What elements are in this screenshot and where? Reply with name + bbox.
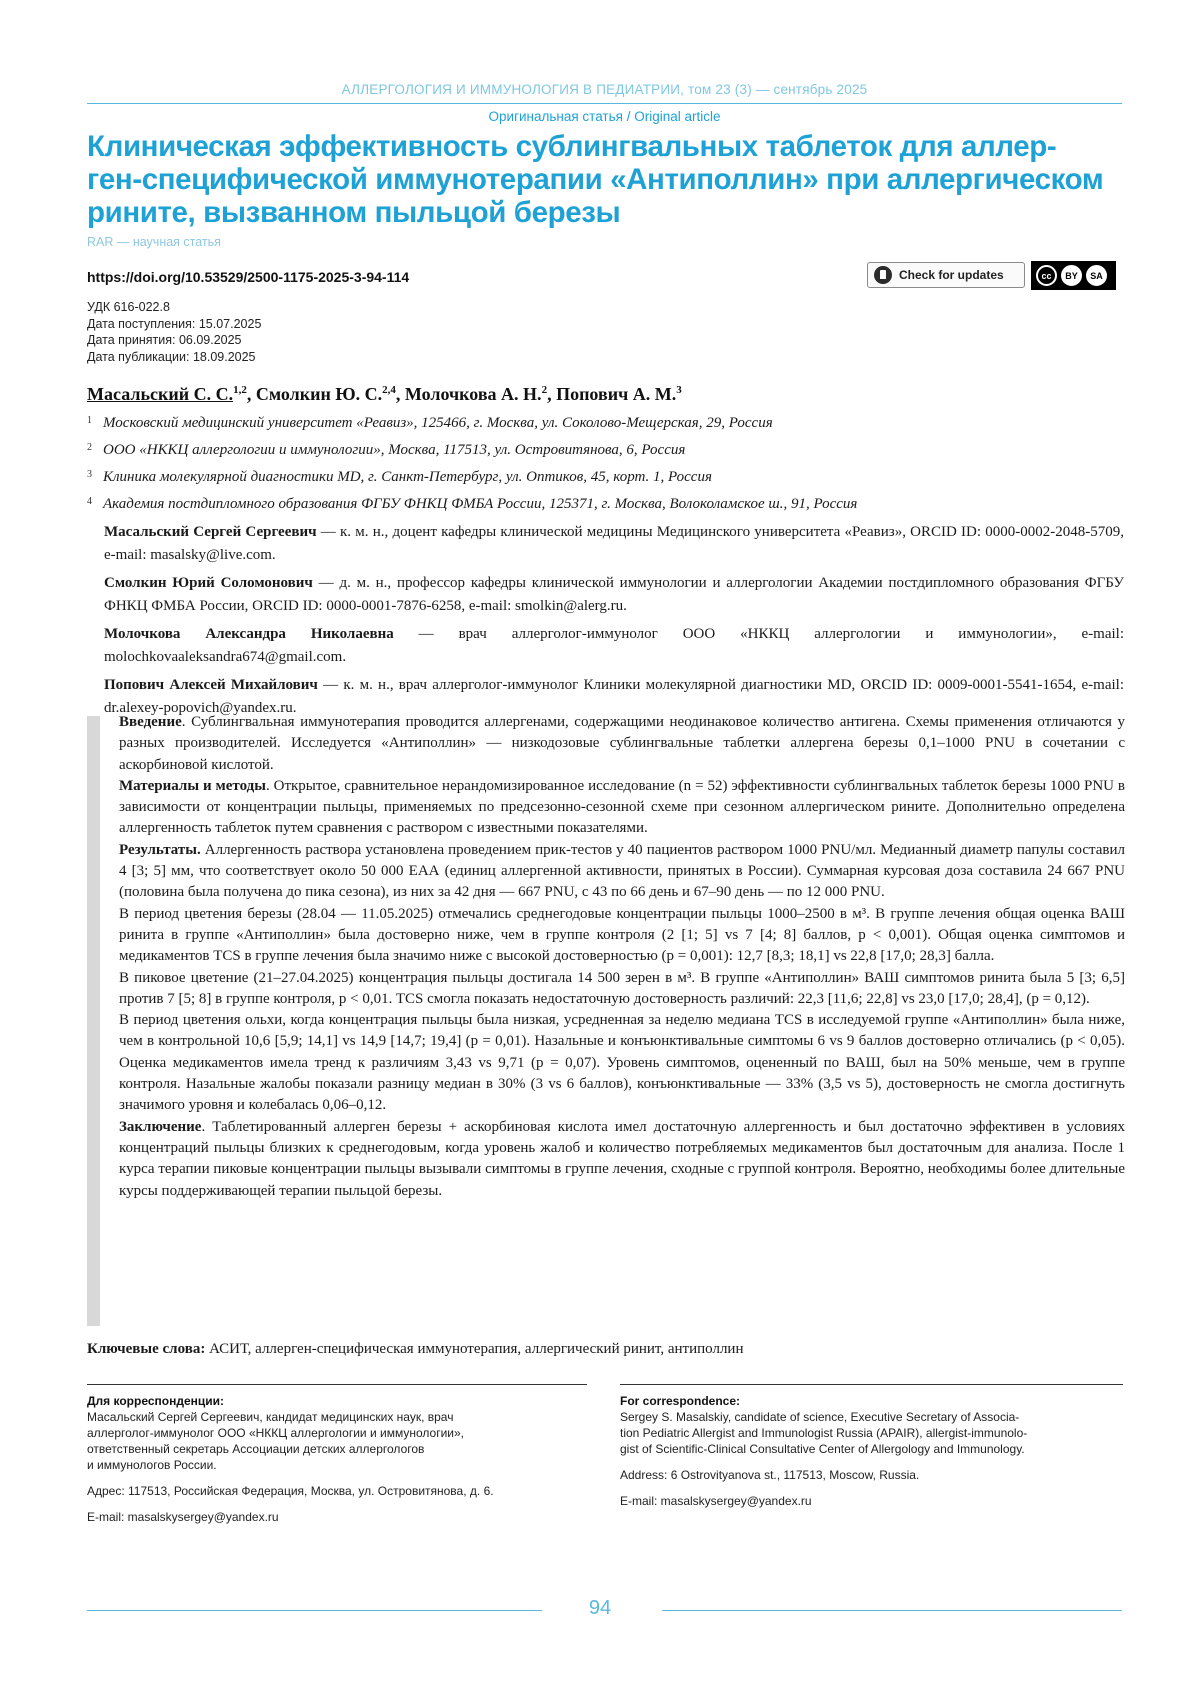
rar-label: RAR — научная статья xyxy=(87,235,221,249)
running-head: АЛЛЕРГОЛОГИЯ И ИММУНОЛОГИЯ В ПЕДИАТРИИ, том 23 (3) — сентябрь 2025 xyxy=(341,82,868,97)
cc-sa-icon: SA xyxy=(1086,265,1107,286)
title-line: ген-специфической иммунотерапии «Антиполлин» при аллергическом xyxy=(87,163,1104,196)
check-for-updates-label: Check for updates xyxy=(899,268,1004,282)
correspondence-ru xyxy=(87,1393,587,1525)
abstract-paragraph: Заключение. Таблетированный аллерген березы + аскорбиновая кислота имел достаточную аллергенность и был достаточно эффективен в условиях концентраций пыльцы близких к среднегодовым, когда уровень жалоб и количество потребляемых медикаментов был достаточным для анализа. После 1 курса терапии пиковые концентрации пыльцы вызывали симптомы в группе лечения, сходные с группой контроля. Вероятно, необходимы более длительные курсы поддерживающей терапии пыльцой березы. xyxy=(119,1118,1125,1199)
abstract-paragraph: Результаты. Аллергенность раствора установлена проведением прик-тестов у 40 пациентов раствором 1000 PNU/мл. Медианный диаметр папулы составил 4 [3; 5] мм, что соответствует около 50 000 ЕАА (единиц аллергенной активности, принятых в России). Суммарная курсовая доза составила 24 667 PNU (половина была получена до пика сезона), из них за 42 дня — 667 PNU, с 43 по 66 день и 67–90 день — по 12 000 PNU. xyxy=(119,841,1125,901)
correspondence-line: Sergey S. Masalskiy, candidate of science, Executive Secretary of Associa- xyxy=(620,1410,1020,1424)
correspondence-line: и иммунологов России. xyxy=(87,1458,217,1472)
article-type: Оригинальная статья / Original article xyxy=(488,109,721,124)
correspondence-line: gist of Scientific-Clinical Consultative Center of Allergology and Immunology. xyxy=(620,1442,1025,1456)
abstract-paragraph: Введение. Сублингвальная иммунотерапия проводится аллергенами, содержащими неодинаковое количество антигена. Схемы применения отличаются у разных производителей. Исследуется «Антиполлин» — низкодозовые сублингвальные таблетки аллергена березы 0,1–1000 PNU в сочетании с аскорбиновой кислотой. xyxy=(119,714,1125,773)
check-for-updates-button[interactable] xyxy=(867,262,1025,288)
correspondence-line: ответственный секретарь Ассоциации детских аллергологов xyxy=(87,1442,425,1456)
affiliation-item: 3 Клиника молекулярной диагностики MD, г. Санкт-Петербург, ул. Оптиков, 45, корт. 1, Россия xyxy=(87,469,712,485)
title-line: Клиническая эффективность сублингвальных таблеток для аллер- xyxy=(87,130,1057,163)
keywords: Ключевые слова: АСИТ, аллерген-специфическая иммунотерапия, аллергический ринит, антиполлин xyxy=(87,1341,744,1357)
date-received: Дата поступления: 15.07.2025 xyxy=(87,316,262,331)
affiliation-item: 4 Академия постдипломного образования ФГБУ ФНКЦ ФМБА России, 125371, г. Москва, Волоколамское ш., 91, Россия xyxy=(87,496,858,512)
date-accepted: Дата принятия: 06.09.2025 xyxy=(87,333,242,347)
abstract-text xyxy=(119,712,1125,1202)
abstract xyxy=(87,712,1127,1330)
bookmark-icon xyxy=(874,266,892,284)
abstract-paragraph: В пиковое цветение (21–27.04.2025) концентрация пыльцы достигала 14 500 зерен в м³. В группе «Антиполлин» ВАШ симптомов ринита была 5 [3; 6,5] против 7 [5; 8] в группе контроля, p < 0,01. TCS смогла показать недостаточную достоверность различий: 22,3 [11,6; 22,8] vs 23,0 [17,0; 28,4], (p = 0,12). xyxy=(119,969,1125,1007)
cc-icon: cc xyxy=(1036,265,1057,286)
author-list xyxy=(87,384,682,405)
udk: УДК 616-022.8 xyxy=(87,300,170,314)
cc-by-icon: BY xyxy=(1061,265,1082,286)
author: Попович А. М.$^3$ xyxy=(556,384,682,404)
correspondence-en xyxy=(620,1393,1125,1509)
article-meta xyxy=(87,299,261,365)
affiliation-list xyxy=(87,410,1127,518)
author: Молочкова А. Н.$^2$, xyxy=(404,384,557,404)
correspondence-rule-ru xyxy=(87,1384,587,1385)
abstract-paragraph: В период цветения ольхи, когда концентрация пыльцы была низкая, усредненная за неделю медиана TCS в исследуемой группе «Антиполлин» была ниже, чем в контрольной 10,6 [5,9; 14,1] vs 14,9 [14,7; 19,4] (p = 0,01). Назальные и конъюнктивальные симптомы 6 vs 9 баллов достоверно отличались (p < 0,05). Оценка медикаментов имела тренд к различиям 3,43 vs 9,71 (p = 0,07). Уровень симптомов, оцененный по ВАШ, был на 50% меньше, чем в группе контроля. Назальные жалобы показали разницу медиан в 30% (3 vs 6 баллов), конъюнктивальные — 33% (3,5 vs 5), достоверность не смогла достигнуть значимого уровня и колебалась 0,06–0,12. xyxy=(119,1012,1125,1114)
doi-link[interactable]: https://doi.org/10.53529/2500-1175-2025-3-94-114 xyxy=(87,269,410,285)
article-title xyxy=(87,130,1127,229)
page-number: 94 xyxy=(588,1597,612,1619)
correspondence-email[interactable]: E-mail: masalskysergey@yandex.ru xyxy=(87,1510,279,1524)
correspondence-line: tion Pediatric Allergist and Immunologist Russia (APAIR), allergist-immunolo- xyxy=(620,1426,1028,1440)
author: Смолкин Ю. С.$^{2,4}$, xyxy=(255,384,405,404)
date-published: Дата публикации: 18.09.2025 xyxy=(87,349,256,364)
author-bio: Попович Алексей Михайлович — к. м. н., врач аллерголог-иммунолог Клиники молекулярной диагностики MD, ORCID ID: 0009-0001-5541-1654, e-mail: dr.alexey-popovich@yandex.ru. xyxy=(104,677,1124,716)
abstract-sidebar xyxy=(87,716,100,1326)
author-bio: Смолкин Юрий Соломонович — д. м. н., профессор кафедры клинической иммунологии и аллергологии Академии постдипломного образования ФГБУ ФНКЦ ФМБА России, ORCID ID: 0000-0001-7876-6258, e-mail: smolkin@alerg.ru. xyxy=(104,575,1124,614)
correspondence-email[interactable]: E-mail: masalskysergey@yandex.ru xyxy=(620,1494,812,1508)
correspondence-address: Address: 6 Ostrovityanova st., 117513, Moscow, Russia. xyxy=(620,1468,920,1482)
author: Масальский С. С.$^{1,2}$, xyxy=(87,384,256,404)
affiliation-item: 1 Московский медицинский университет «Реавиз», 125466, г. Москва, ул. Соколово-Мещерская, 29, Россия xyxy=(87,415,773,431)
abstract-paragraph: В период цветения березы (28.04 — 11.05.2025) отмечались среднегодовые концентрации пыльцы 1000–2500 в м³. В группе лечения общая оценка ВАШ ринита в группе «Антиполлин» была достоверно ниже, чем в группе контроля (2 [1; 5] vs 7 [4; 8] баллов, p < 0,001). Общая оценка симптомов и медикаментов TCS в группе лечения была значимо ниже с высокой достоверностью (p = 0,001): 12,7 [8,3; 18,1] vs 22,8 [17,0; 28,3] балла. xyxy=(119,905,1125,965)
footer-rule-right xyxy=(662,1610,1122,1611)
header-rule xyxy=(87,103,1122,104)
correspondence-heading: Для корреспонденции: xyxy=(87,1394,225,1408)
author-bio: Молочкова Александра Николаевна — врач аллерголог-иммунолог ООО «НККЦ аллергологии и иммунологии», e-mail: molochkovaaleksandra674@gmail.com. xyxy=(104,626,1124,665)
correspondence-line: Масальский Сергей Сергеевич, кандидат медицинских наук, врач xyxy=(87,1410,454,1424)
correspondence-heading: For correspondence: xyxy=(620,1394,741,1408)
correspondence-line: аллерголог-иммунолог ООО «НККЦ аллергологии и иммунологии», xyxy=(87,1426,464,1440)
correspondence-rule-en xyxy=(620,1384,1123,1385)
author-bios xyxy=(104,521,1124,725)
affiliation-item: 2 ООО «НККЦ аллергологии и иммунологии», Москва, 117513, ул. Островитянова, 6, Россия xyxy=(87,442,686,458)
title-line: рините, вызванном пыльцой березы xyxy=(87,196,621,229)
cc-license-badge[interactable] xyxy=(1031,261,1116,290)
correspondence-address: Адрес: 117513, Российская Федерация, Москва, ул. Островитянова, д. 6. xyxy=(87,1484,494,1498)
abstract-paragraph: Материалы и методы. Открытое, сравнительное нерандомизированное исследование (n = 52) эффективности сублингвальных таблеток березы 1000 PNU в зависимости от концентрации пыльцы, применяемых по предсезонно-сезонной схеме при сезонном аллергическом рините. Дополнительно определена аллергенность таблеток путем сравнения с раствором с известными показателями. xyxy=(119,777,1125,837)
author-bio: Масальский Сергей Сергеевич — к. м. н., доцент кафедры клинической медицины Медицинского университета «Реавиз», ORCID ID: 0000-0002-2048-5709, e-mail: masalsky@live.com. xyxy=(104,524,1124,563)
